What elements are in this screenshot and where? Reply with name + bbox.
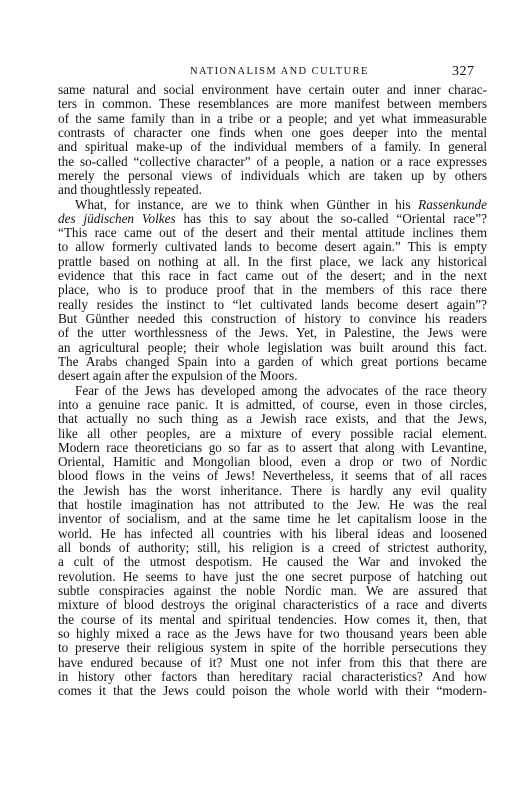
text-line <box>58 212 487 226</box>
text-line: to allow formerly cultivated lands to become desert again.” This is empty <box>58 240 487 255</box>
text-line: revolution. He seems to have just the one secret purpose of hatching out <box>58 569 487 584</box>
text-line: the Jewish has the worst inheritance. There is hardly any evil quality <box>58 483 487 498</box>
text-line: Oriental, Hamitic and Mongolian blood, even a drop or two of Nordic <box>58 455 487 470</box>
text-line: and thoughtlessly repeated. <box>58 183 202 198</box>
text-line: Fear of the Jews has developed among the advocates of the race theory <box>75 383 487 398</box>
text-line: that actually no such thing as a Jewish race exists, and that the Jews, <box>58 412 487 427</box>
paragraph-1 <box>58 83 487 198</box>
text-line: subtle conspiracies against the noble Nordic man. We are assured that <box>58 583 487 598</box>
book-title-italic: Rassenkunde <box>418 197 487 212</box>
text-segment: What, for instance, are we to think when Günther in his <box>75 197 419 212</box>
text-line: ters in common. These resemblances are more manifest between members <box>58 97 487 112</box>
text-line: blood flows in the veins of Jews! Nevertheless, it seems that of all races <box>58 469 487 484</box>
text-line: to preserve their religious system in spite of the horrible persecutions they <box>58 641 487 656</box>
text-line: the so-called “collective character” of a people, a nation or a race expresses <box>58 154 487 169</box>
text-line: prattle based on nothing at all. In the first place, we lack any historical <box>58 254 487 269</box>
text-line: The Arabs changed Spain into a garden of which great portions became <box>58 354 487 369</box>
text-line: “This race came out of the desert and their mental attitude inclines them <box>58 226 487 241</box>
text-line: an agricultural people; their whole legislation was built around this fact. <box>58 340 487 355</box>
text-line: inventor of socialism, and at the same time he let capitalism loose in the <box>58 512 487 527</box>
text-line: that hostile imagination has not attributed to the Jew. He was the real <box>58 498 487 513</box>
text-line <box>58 198 487 212</box>
text-line: desert again after the expulsion of the Moors. <box>58 369 298 384</box>
text-line: all bonds of authority; still, his religion is a creed of strictest authority, <box>58 541 487 555</box>
text-line: same natural and social environment have certain outer and inner charac- <box>58 83 487 97</box>
text-line: of the same family than in a tribe or a people; and yet what immeasurable <box>58 111 487 126</box>
page-number: 327 <box>452 64 475 79</box>
text-line: really resides the instinct to “let cultivated lands become desert again”? <box>58 297 487 312</box>
text-line: have endured because of it? Must one not infer from this that there are <box>58 655 487 670</box>
text-line: merely the personal views of individuals which are taken up by others <box>58 168 487 183</box>
text-line: But Günther needed this construction of history to convince his readers <box>58 312 487 326</box>
text-line: contrasts of character one finds when one goes deeper into the mental <box>58 125 487 140</box>
text-line: into a genuine race panic. It is admitted, of course, even in those circles, <box>58 397 487 412</box>
text-line: in history other factors than hereditary racial characteristics? And how <box>58 669 487 684</box>
text-line: Modern race theoreticians go so far as to assert that along with Levantine, <box>58 440 487 455</box>
text-line: world. He has infected all countries with his liberal ideas and loosened <box>58 526 487 541</box>
text-line: comes it that the Jews could poison the whole world with their “modern- <box>58 684 487 699</box>
paragraph-3 <box>58 384 487 699</box>
book-title-italic: des jüdischen Volkes <box>58 211 176 226</box>
text-segment: has this to say about the so-called “Oriental race”? <box>175 211 487 226</box>
text-line: and spiritual make-up of the individual members of a family. In general <box>58 140 487 155</box>
paragraph-2 <box>58 198 487 384</box>
text-line: a cult of the utmost despotism. He caused the War and invoked the <box>58 555 487 570</box>
text-line: place, who is to produce proof that in the members of this race there <box>58 283 487 298</box>
running-head: NATIONALISM AND CULTURE <box>190 66 369 77</box>
text-line: of the utter worthlessness of the Jews. Yet, in Palestine, the Jews were <box>58 326 487 341</box>
text-line: so highly mixed a race as the Jews have for two thousand years been able <box>58 626 487 641</box>
text-line: the course of its mental and spiritual tendencies. How comes it, then, that <box>58 612 487 627</box>
text-line: mixture of blood destroys the original characteristics of a race and diverts <box>58 598 487 613</box>
text-line: evidence that this race in fact came out of the desert; and in the next <box>58 269 487 284</box>
body-text <box>58 83 487 698</box>
text-line: like all other peoples, are a mixture of every possible racial element. <box>58 426 487 441</box>
